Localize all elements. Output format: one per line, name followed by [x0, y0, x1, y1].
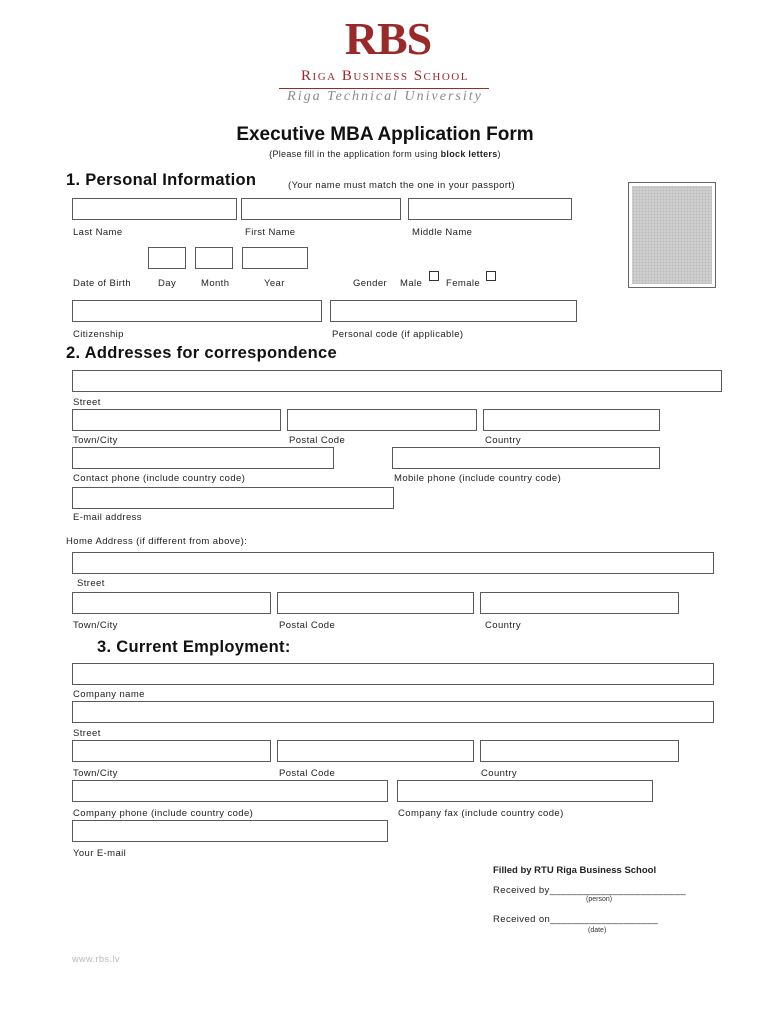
- email-label: E-mail address: [73, 512, 142, 523]
- home-town-label: Town/City: [73, 620, 118, 631]
- first-name-field[interactable]: [241, 198, 401, 220]
- citizenship-field[interactable]: [72, 300, 322, 322]
- photo-placeholder: [628, 182, 716, 288]
- personal-code-field[interactable]: [330, 300, 577, 322]
- month-label: Month: [201, 278, 230, 289]
- company-country-field[interactable]: [480, 740, 679, 762]
- male-checkbox[interactable]: [429, 271, 439, 281]
- email-field[interactable]: [72, 487, 394, 509]
- mobile-phone-label: Mobile phone (include country code): [394, 473, 562, 484]
- company-town-field[interactable]: [72, 740, 271, 762]
- date-caption: (date): [588, 927, 607, 934]
- your-email-field[interactable]: [72, 820, 388, 842]
- form-subtitle: (Please fill in the application form using block letters): [269, 149, 501, 159]
- postal-code-field[interactable]: [287, 409, 477, 431]
- last-name-field[interactable]: [72, 198, 237, 220]
- company-postal-code-label: Postal Code: [279, 768, 336, 779]
- subtitle-emphasis: block letters: [440, 149, 498, 159]
- postal-code-label: Postal Code: [289, 435, 346, 446]
- form-title: Executive MBA Application Form: [236, 124, 534, 145]
- birth-month-field[interactable]: [195, 247, 233, 269]
- home-postal-code-label: Postal Code: [279, 620, 336, 631]
- received-on-line[interactable]: Received on___________________: [493, 914, 659, 925]
- last-name-label: Last Name: [73, 227, 123, 238]
- middle-name-label: Middle Name: [412, 227, 473, 238]
- section-personal-heading: 1. Personal Information: [66, 171, 257, 189]
- name-match-note: (Your name must match the one in your passport): [288, 180, 516, 191]
- contact-phone-label: Contact phone (include country code): [73, 473, 246, 484]
- home-street-field[interactable]: [72, 552, 714, 574]
- citizenship-label: Citizenship: [73, 329, 124, 340]
- company-fax-label: Company fax (include country code): [398, 808, 564, 819]
- logo-university-name: Riga Technical University: [287, 89, 483, 104]
- home-postal-code-field[interactable]: [277, 592, 474, 614]
- rbs-logo-mark: RBS: [344, 13, 432, 64]
- first-name-label: First Name: [245, 227, 296, 238]
- company-fax-field[interactable]: [397, 780, 653, 802]
- company-town-label: Town/City: [73, 768, 118, 779]
- country-label: Country: [485, 435, 522, 446]
- female-checkbox[interactable]: [486, 271, 496, 281]
- footer-url: www.rbs.lv: [72, 954, 121, 964]
- male-label: Male: [400, 278, 423, 289]
- company-phone-label: Company phone (include country code): [73, 808, 254, 819]
- company-name-field[interactable]: [72, 663, 714, 685]
- section-addresses-heading: 2. Addresses for correspondence: [66, 344, 337, 362]
- personal-code-label: Personal code (if applicable): [332, 329, 464, 340]
- birth-day-field[interactable]: [148, 247, 186, 269]
- company-street-label: Street: [73, 728, 101, 739]
- town-label: Town/City: [73, 435, 118, 446]
- dob-label: Date of Birth: [73, 278, 132, 289]
- office-use-heading: Filled by RTU Riga Business School: [493, 865, 657, 876]
- section-employment-heading: 3. Current Employment:: [97, 638, 291, 656]
- your-email-label: Your E-mail: [73, 848, 127, 859]
- home-street-label: Street: [77, 578, 105, 589]
- town-field[interactable]: [72, 409, 281, 431]
- home-address-label: Home Address (if different from above):: [66, 536, 248, 547]
- company-country-label: Country: [481, 768, 518, 779]
- person-caption: (person): [586, 896, 613, 903]
- country-field[interactable]: [483, 409, 660, 431]
- company-name-label: Company name: [73, 689, 145, 700]
- mobile-phone-field[interactable]: [392, 447, 660, 469]
- female-label: Female: [446, 278, 481, 289]
- logo-school-name: Riga Business School: [301, 68, 469, 84]
- home-country-label: Country: [485, 620, 522, 631]
- home-country-field[interactable]: [480, 592, 679, 614]
- middle-name-field[interactable]: [408, 198, 572, 220]
- gender-label: Gender: [353, 278, 388, 289]
- home-town-field[interactable]: [72, 592, 271, 614]
- street-label: Street: [73, 397, 101, 408]
- company-postal-code-field[interactable]: [277, 740, 474, 762]
- company-street-field[interactable]: [72, 701, 714, 723]
- company-phone-field[interactable]: [72, 780, 388, 802]
- contact-phone-field[interactable]: [72, 447, 334, 469]
- received-by-line[interactable]: Received by________________________: [493, 885, 687, 896]
- birth-year-field[interactable]: [242, 247, 308, 269]
- year-label: Year: [264, 278, 285, 289]
- day-label: Day: [158, 278, 177, 289]
- street-field[interactable]: [72, 370, 722, 392]
